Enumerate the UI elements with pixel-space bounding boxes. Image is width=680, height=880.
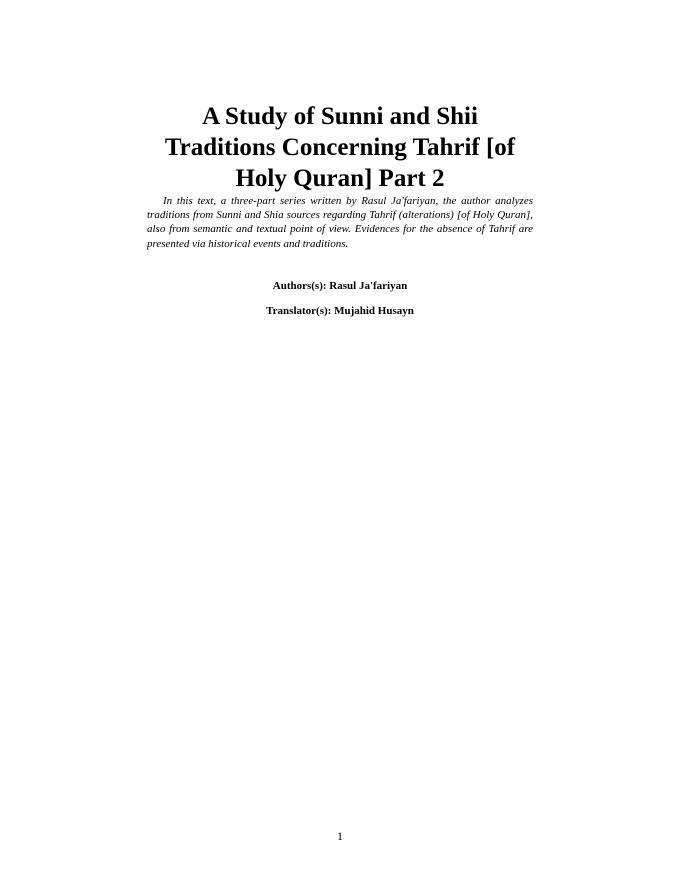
authors-line: Authors(s): Rasul Ja'fariyan (272, 280, 408, 292)
title-line-3: Holy Quran] Part 2 (235, 165, 445, 192)
title-line-1: A Study of Sunni and Shii (202, 103, 478, 130)
document-title (140, 101, 540, 194)
page-number: 1 (337, 829, 343, 843)
abstract-paragraph: In this text, a three-part series written by Rasul Ja'fariyan, the author analyzes traditions from Sunni and Shia sources regarding Tahrif (alterations) [of Holy Quran], also from semantic and textual point of view. Evidences for the absence of Tahrif are presented via historical events and traditions. (147, 195, 533, 250)
translators-line: Translator(s): Mujahid Husayn (266, 305, 414, 317)
title-line-2: Traditions Concerning Tahrif [of (164, 134, 516, 161)
